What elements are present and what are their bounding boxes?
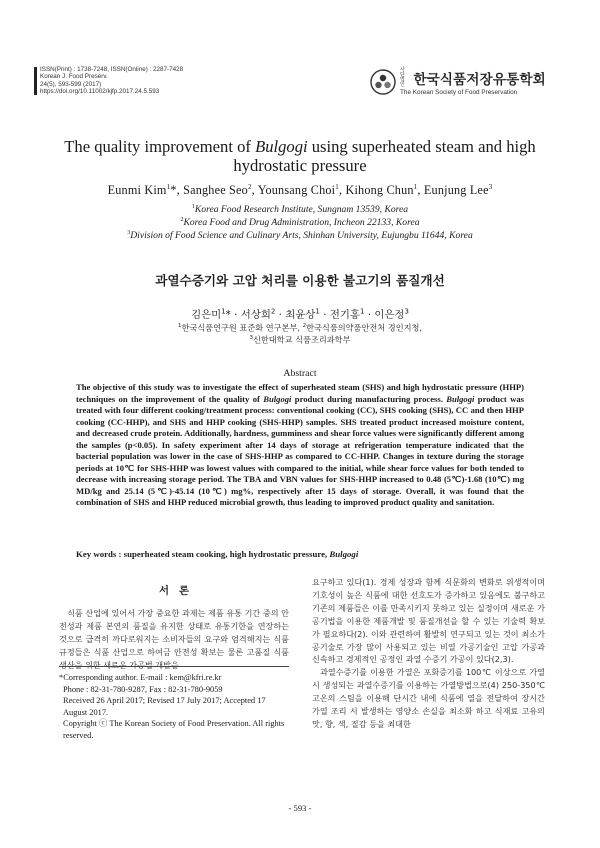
- korean-author-name: 전기홍: [329, 309, 360, 321]
- footnote: [59, 672, 291, 742]
- korean-author-list: 김은미$^1$* · 서상희$^2$ · 최윤상$^1$ · 전기홍$^1$ · 이은정$^3$: [191, 307, 409, 321]
- footnote-divider: [59, 666, 289, 667]
- society-korean-name: 한국식품저장유통학회: [413, 72, 546, 87]
- korean-author-sup: 1: [359, 307, 365, 316]
- affiliation-sup: 2: [180, 217, 184, 223]
- submission-dates: Received 26 April 2017; Revised 17 July 2017; Accepted 17 August 2017.: [63, 696, 266, 717]
- affiliation-text: Division of Food Science and Culinary Arts, Shinhan University, Eujungbu 11644, Korea: [130, 230, 473, 242]
- korean-author-name: 김은미: [191, 309, 222, 321]
- affiliation-sup: 3: [127, 230, 131, 236]
- affiliation-3: [40, 227, 560, 242]
- copyright-notice: Copyright ⓒ The Korean Society of Food Preservation. All rights reserved.: [63, 719, 285, 740]
- korean-affiliation-sup: 2: [302, 323, 307, 329]
- korean-author-sup: 2: [270, 307, 276, 316]
- page-number: - 593 -: [288, 803, 312, 813]
- corresponding-author: *Corresponding author. E-mail : kem@kfri.re.kr: [59, 673, 222, 682]
- society-name-block: [400, 68, 546, 96]
- korean-affiliation-sup: 1: [177, 323, 182, 329]
- author-name: Kihong Chun: [345, 183, 414, 198]
- korean-author-name: 서상희: [240, 309, 271, 321]
- society-logo: [370, 68, 546, 96]
- korean-affiliation-sup: 3: [249, 335, 253, 341]
- intro-paragraph-right-2: 과열수증기를 이용한 가열은 포화증기를 100℃ 이상으로 가열시 생성되는 과열수증기를 이용하는 가열방법으로(4) 250-350℃ 고온의 스팀을 이용해 단시간 내에 식품에 열을 전달하여 장시간 가열 조리 시 발생하는 영양소 손실을 최소화 하고 식재료 고유의 맛, 향, 색, 질감 등을 최대한: [312, 667, 545, 729]
- abstract-text-1: The objective of this study was to investigate the effect of superheated steam (SHS) and high hydrostatic pressure (HHP) techniques on the improvement of the quality of: [76, 382, 524, 404]
- korean-affiliation-text: 한국식품의약품안전처 경인지청,: [306, 322, 423, 333]
- paper-title: [40, 137, 560, 175]
- intro-right-column: [312, 576, 545, 731]
- abstract-heading: Abstract: [283, 368, 317, 379]
- affiliation-sup: 1: [191, 204, 195, 210]
- korean-author-name: 이은정: [374, 309, 405, 321]
- korean-affiliation-text: 한국식품연구원 표준화 연구본부,: [181, 322, 303, 333]
- korean-title: 과열수증기와 고압 처리를 이용한 불고기의 품질개선: [155, 273, 445, 288]
- keywords-text: superheated steam cooking, high hydrostatic pressure,: [123, 549, 330, 559]
- intro-paragraph-right-1: 요구하고 있다(1). 경제 성장과 함께 식문화의 변화로 위생적이며 기호성이 높은 식품에 대한 선호도가 증가하고 있음에도 불구하고 기존의 제품들은 이를 만족시키지 못하고 있는 실정이며 새로운 가공기법을 이용한 제품개발 및 품질개선을 할 수 있는 기술력 확보가 필요하다(2). 이와 관련하여 활발히 연구되고 있는 것이 최소가공기술로 가장 많이 사용되고 있는 비열 가공기술인 고압 가공과 신속하고 경제적인 공정인 과열 수증기 가공이 있다(2,3).: [312, 577, 545, 665]
- intro-left-column: [59, 607, 289, 672]
- author-sup: 2: [247, 183, 252, 191]
- korean-author-name: 최윤상: [285, 309, 316, 321]
- abstract-body: [76, 382, 524, 509]
- abstract-paragraph: [76, 382, 524, 509]
- korean-author-sup: 3: [404, 307, 409, 316]
- author-name: Eunmi Kim: [107, 183, 167, 198]
- abstract-text-3: product was treated with four different cooking/treatment process: conventional cooking (CC), SHS cooking (SHS), CC and then HHP cooking (CC-HHP), and SHS and HHP cooking (SHS-HHP) samples. SHS treated product increased moisture content, and decreased crude protein. Additionally, hardness, gumminess and shear force values were significantly different among the samples (p<0.05). In safety experiment after 14 days of storage at refrigeration temperature indicated that the bacterial population was lower in the case of SHS-HHP as compared to CC-HHP. Changes in texture during the storage periods at 10℃ for SHS-HHP was lowest values with compared to the initial, while shear force values for both tended to decrease with increasing storage period. The TBA and VBN values for SHS-HHP increased to 0.48 (5℃)-1.68 (10℃) mg MD/kg and 25.14 (5℃)-45.14 (10℃) mg%, respectively after 15 days of storage. Overall, it was found that the combination of SHS and HHP reduced microbial growth, thus leading to improved product quality and sanitation.: [76, 393, 524, 508]
- abstract-italic-2: Bulgogi: [446, 393, 475, 404]
- volume-line: 24(5), 593-599 (2017): [40, 80, 102, 88]
- society-logo-icon: [370, 69, 396, 95]
- author-sup: 1: [335, 183, 339, 191]
- society-english-name: The Korean Society of Food Preservation: [400, 89, 518, 96]
- contact-phone-fax: Phone : 82-31-780-9287, Fax : 82-31-780-9059: [63, 684, 223, 694]
- author-sup: 1: [166, 183, 171, 191]
- author-name: Sanghee Seo: [183, 183, 248, 198]
- korean-author-sup: 1: [315, 307, 320, 316]
- meta-bar: [34, 67, 37, 95]
- author-name: Younsang Choi: [257, 183, 336, 198]
- keywords-italic: Bulgogi: [329, 549, 359, 559]
- title-italic: Bulgogi: [255, 137, 308, 156]
- society-small-label: 사단 법인: [400, 67, 405, 88]
- issn-line: ISSN(Print) : 1738-7248, ISSN(Online) : 2287-7428: [40, 66, 184, 73]
- author-list: Eunmi Kim$^1$*, Sanghee Seo$^2$, Younsang Choi$^1$, Kihong Chun$^1$, Eunjung Lee$^3$: [107, 183, 493, 198]
- affiliation-text: Korea Food and Drug Administration, Incheon 22133, Korea: [183, 217, 420, 229]
- journal-name: Korean J. Food Preserv.: [40, 73, 108, 81]
- abstract-italic-1: Bulgogi: [263, 393, 292, 404]
- journal-meta: [40, 66, 183, 96]
- korean-affiliation-line-2: [40, 333, 560, 346]
- affiliation-text: Korea Food Research Institute, Sungnam 13539, Korea: [194, 204, 409, 216]
- author-sup: 3: [488, 183, 493, 191]
- korean-affiliation-line-1: [40, 321, 560, 334]
- author-name: Eunjung Lee: [423, 183, 489, 198]
- title-part-2: using superheated steam and high hydrostatic pressure: [233, 137, 536, 175]
- korean-affiliation-text: 신한대학교 식품조리과학부: [252, 334, 351, 345]
- doi-link[interactable]: https://doi.org/10.11002/kjfp.2017.24.5.593: [40, 88, 160, 96]
- abstract-text-2: product during manufacturing process.: [291, 393, 447, 404]
- author-sup: 1: [413, 183, 418, 191]
- korean-author-mark: *: [225, 309, 231, 321]
- author-mark: *: [170, 183, 177, 198]
- korean-author-sup: 1: [221, 307, 226, 316]
- intro-paragraph-left: 식품 산업에 있어서 가장 중요한 과제는 제품 유통 기간 중의 안전성과 제품 본연의 품질을 유지한 상태로 유통기한을 연장하는 것으로 급격히 까다로워지는 소비자들의 요구와 엄격해지는 식품 규정들은 식품 산업으로 하여금 안전성 확보는 물론 고품질 식품생산을 위한 새로운 가공법 개발을: [59, 608, 289, 670]
- keywords-label: Key words :: [76, 549, 124, 559]
- title-part-1: The quality improvement of: [64, 137, 256, 156]
- keywords: [76, 549, 524, 559]
- section-heading-introduction: 서론: [158, 585, 200, 597]
